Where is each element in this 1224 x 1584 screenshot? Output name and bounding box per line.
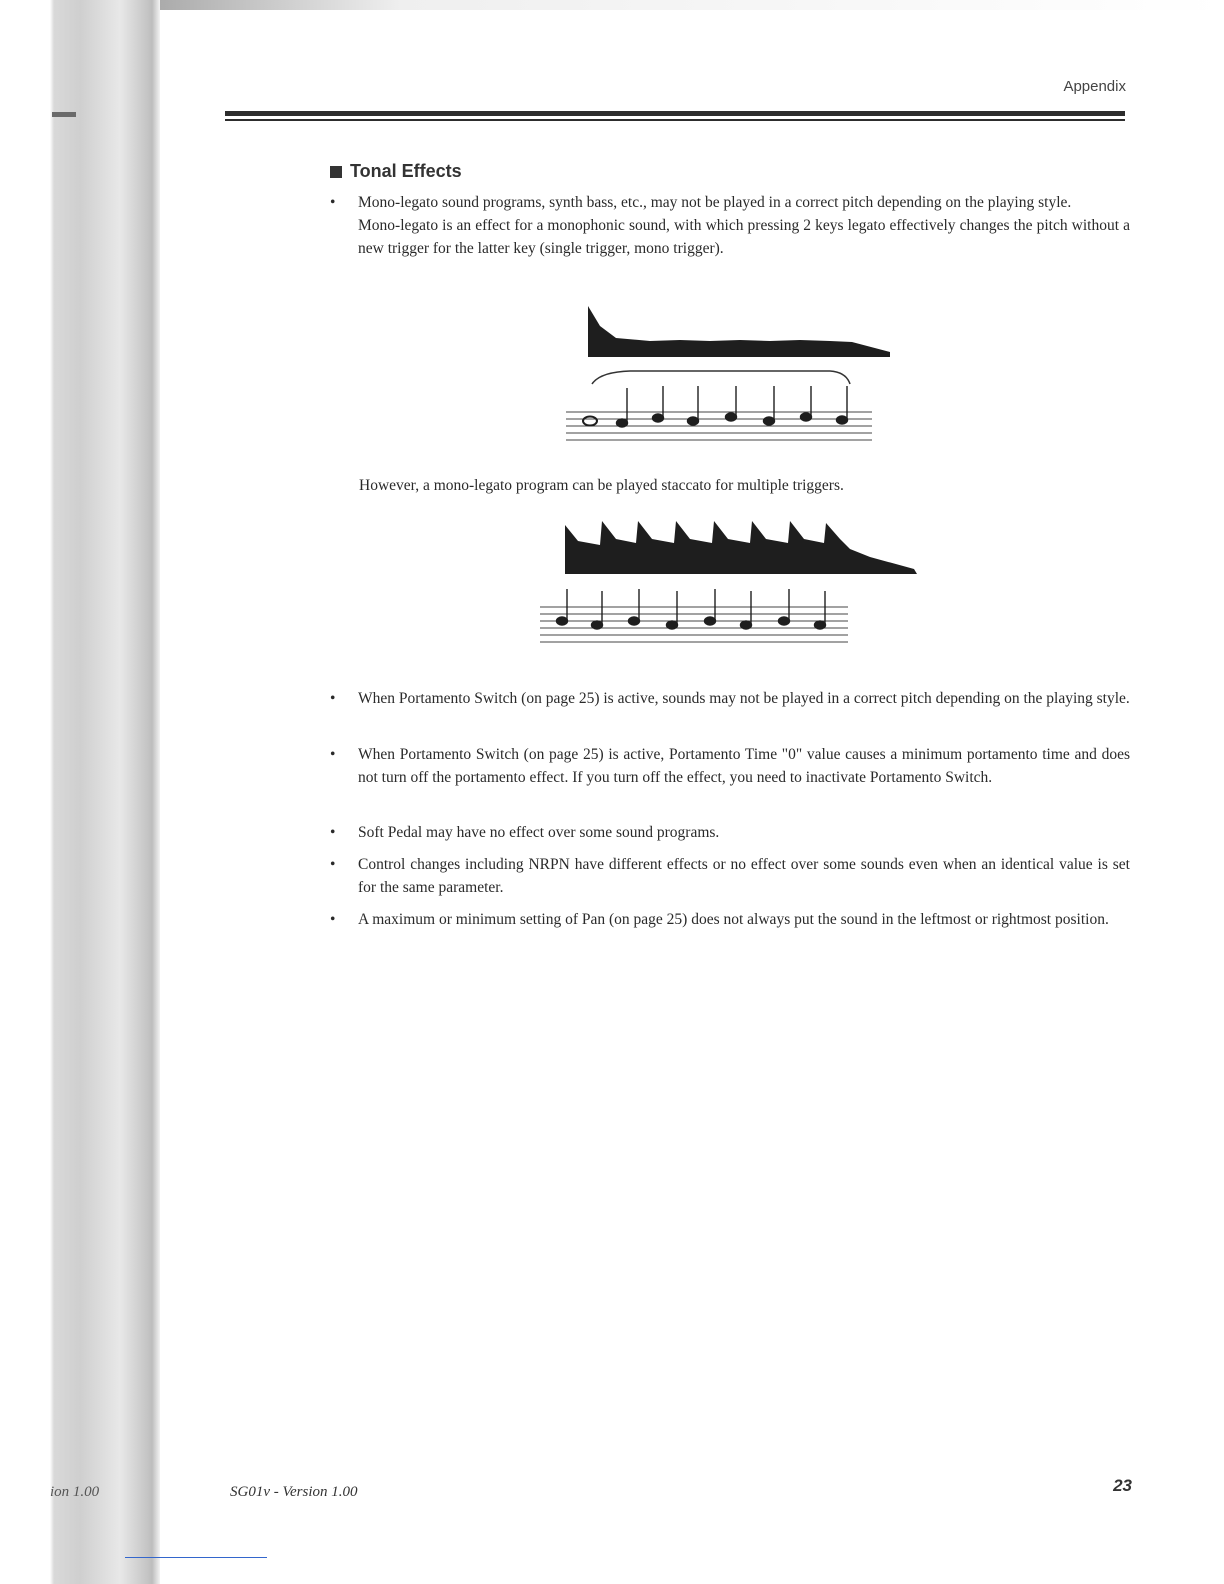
staccato-notes [557,589,826,629]
note [779,617,790,625]
bullet-item-pan [330,908,1130,931]
bullet-icon: • [330,690,336,707]
note [629,617,640,625]
legato-slur [592,371,850,384]
bullet-text: A maximum or minimum setting of Pan (on page 25) does not always put the sound in the leftmost or rightmost position. [358,911,1109,928]
bullet-item-soft-pedal [330,821,1130,844]
bullet-item-portamento-time [330,743,1130,789]
bullet-icon: • [330,911,336,928]
bullet-paragraph: Mono-legato is an effect for a monophonic sound, with which pressing 2 keys legato effectively changes the pitch without a new trigger for the latter key (single trigger, mono trigger). [358,217,1130,257]
bullet-icon: • [330,856,336,873]
note [764,417,775,425]
staccato-envelope-shape [565,521,917,574]
page-top-shadow [0,0,1224,10]
square-bullet-icon [330,166,342,178]
bullet-icon: • [330,824,336,841]
legato-envelope-figure [560,300,900,450]
note [592,621,603,629]
section-heading-text: Tonal Effects [350,161,462,181]
staccato-staff [540,607,848,642]
staccato-caption: However, a mono-legato program can be played staccato for multiple triggers. [359,477,844,494]
bullet-item-nrpn [330,853,1130,899]
bullet-item-mono-legato [330,191,1130,260]
footer-version: SG01v - Version 1.00 [230,1484,358,1500]
bullet-paragraph: Mono-legato sound programs, synth bass, etc., may not be played in a correct pitch depending on the playing style. [358,194,1072,211]
note [667,621,678,629]
bullet-icon: • [330,194,336,211]
previous-page-footer: ion 1.00 [50,1484,100,1500]
note [557,617,568,625]
note [801,413,812,421]
bullet-item-portamento-pitch [330,687,1130,710]
section-heading [330,161,462,182]
note [653,414,664,422]
whole-note [583,417,597,426]
header-rule-thin [225,119,1125,121]
note [726,413,737,421]
staccato-envelope-figure [530,515,930,655]
note [617,419,628,427]
header-title: Appendix [1063,78,1126,95]
note [688,417,699,425]
bullet-text: Control changes including NRPN have different effects or no effect over some sounds even when an identical value is set for the same parameter. [358,856,1130,896]
bullet-text: Soft Pedal may have no effect over some sound programs. [358,824,720,841]
note [837,416,848,424]
note [741,621,752,629]
page-number: 23 [1113,1476,1132,1495]
legato-staff [566,412,872,440]
book-binding-shadow [0,0,160,1584]
header-rule-thick [225,111,1125,116]
bullet-icon: • [330,746,336,763]
bottom-underline [125,1557,267,1558]
bullet-text: When Portamento Switch (on page 25) is active, Portamento Time "0" value causes a minimum portamento time and does not turn off the portamento effect. If you turn off the effect, you need to inactivate Portamento Switch. [358,746,1130,786]
legato-envelope-shape [588,306,890,357]
legato-notes [583,386,848,427]
note [815,621,826,629]
bullet-text: When Portamento Switch (on page 25) is active, sounds may not be played in a correct pitch depending on the playing style. [358,690,1130,707]
note [705,617,716,625]
binding-mark [52,112,76,117]
